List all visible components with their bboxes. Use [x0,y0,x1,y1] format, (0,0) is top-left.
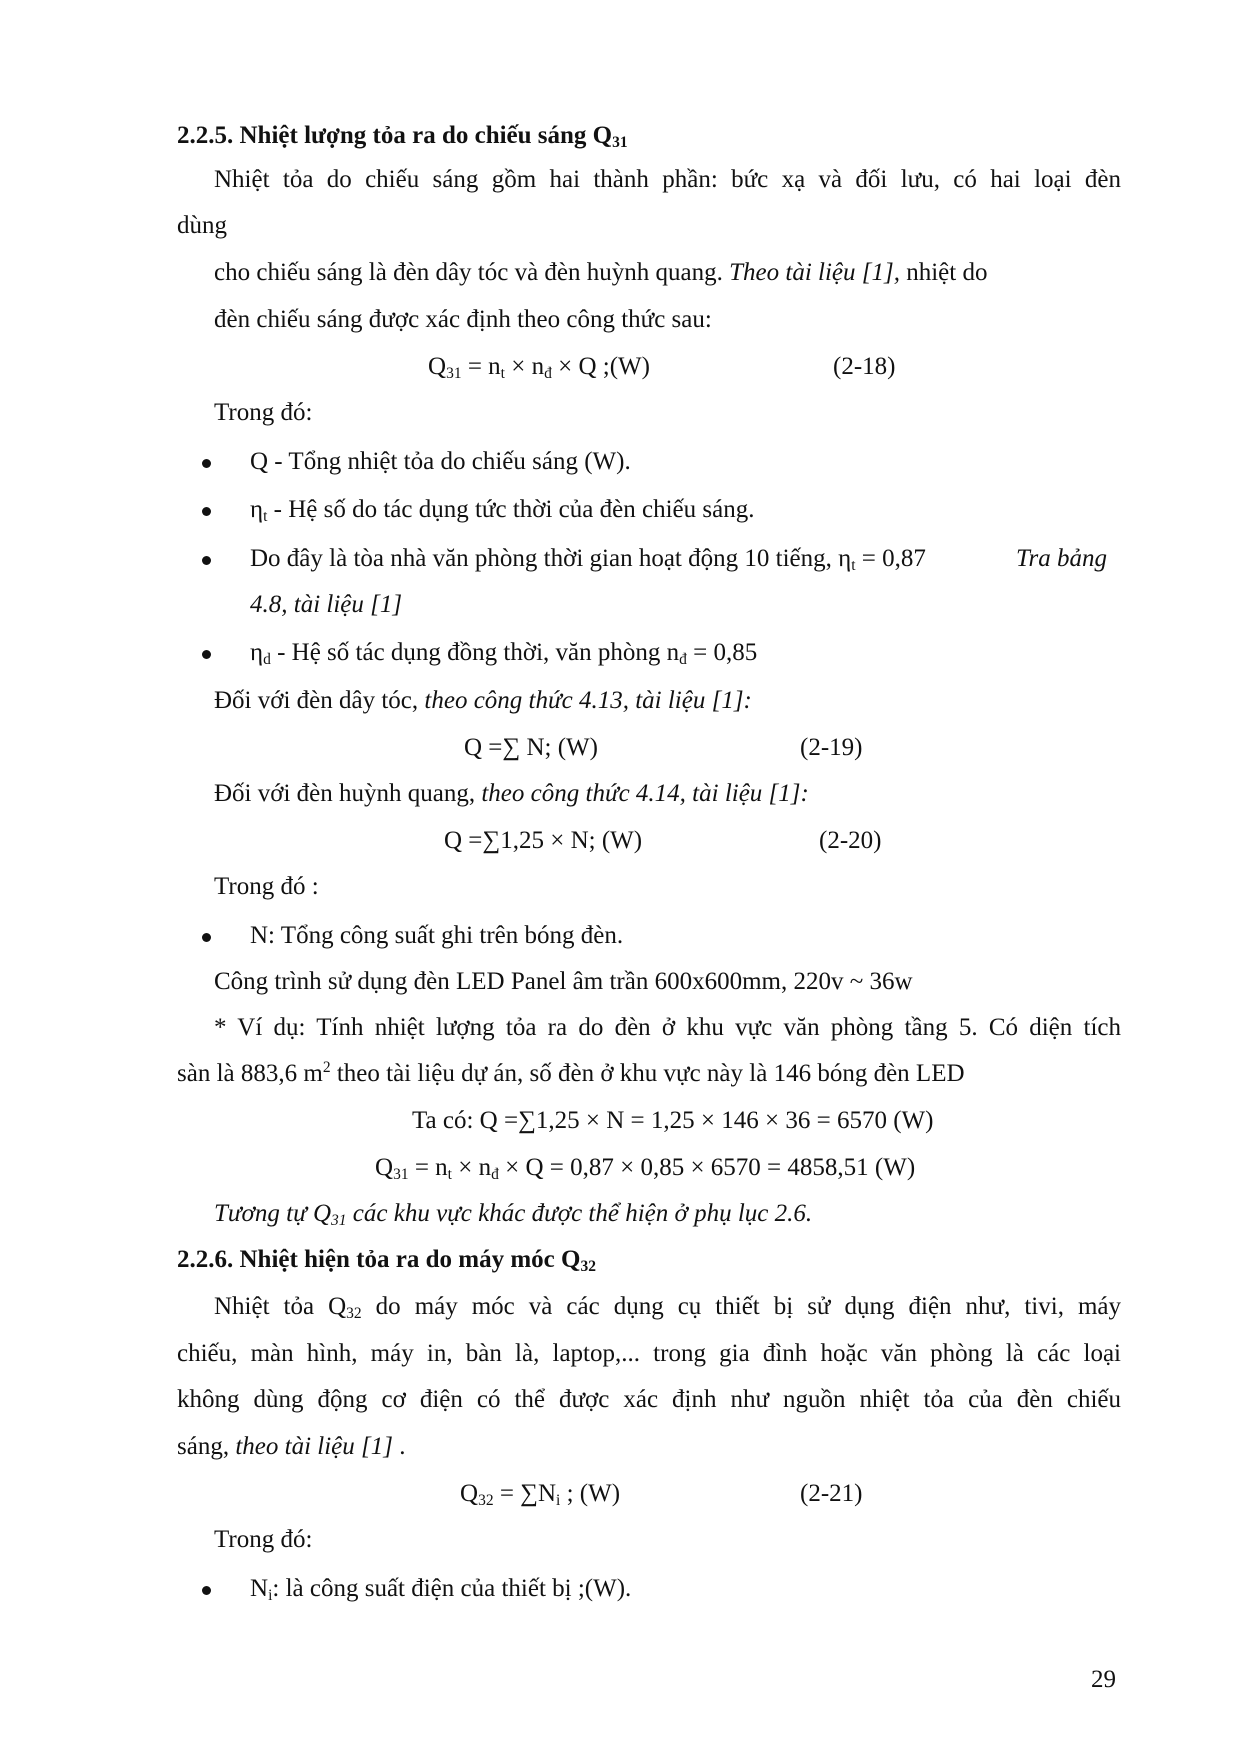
paragraph-line: cho chiếu sáng là đèn dây tóc và đèn huỳnh quang. Theo tài liệu [1], nhiệt do [214,259,988,286]
equation-2-20: Q =∑1,25 × N; (W) [444,827,643,854]
bullet-dot [202,933,211,942]
paragraph-line: sáng, theo tài liệu [1] . [177,1433,406,1460]
bullet-dot [202,650,211,659]
paragraph-line: chiếu, màn hình, máy in, bàn là, laptop,... trong gia đình hoặc văn phòng là các loại [177,1340,1121,1367]
paragraph-line: đèn chiếu sáng được xác định theo công thức sau: [214,306,712,333]
bullet-dot [202,459,211,468]
equation-2-21: $Q_{32} = \sum N_i$ ; (W) [460,1480,621,1509]
equation-2-18: $Q_{31} = n_t \times n_đ \times Q$ ;(W) [428,353,650,382]
calculation-line: Ta có: Q =∑1,25 × N = 1,25 × 146 × 36 = 6570 (W) [412,1107,934,1134]
bullet-item: $\eta_t$ - Hệ số do tác dụng tức thời của đèn chiếu sáng. [250,496,755,525]
bullet-item: Q - Tổng nhiệt tỏa do chiếu sáng (W). [250,448,631,475]
equation-number: (2-20) [819,827,882,854]
reference-citation: theo tài liệu [1] [229,1433,393,1460]
equation-number: (2-18) [833,353,896,380]
bullet-item: Do đây là tòa nhà văn phòng thời gian hoạt động 10 tiếng, $\eta_t = 0,87$ [250,545,926,574]
trong-do-label: Trong đó: [214,1526,313,1553]
trong-do-label: Trong đó: [214,399,313,426]
paragraph-line: không dùng động cơ điện có thể được xác định như nguồn nhiệt tỏa của đèn chiếu [177,1386,1121,1413]
trong-do-label: Trong đó : [214,873,319,900]
reference-citation: theo công thức 4.13, tài liệu [1]: [418,687,752,714]
calculation-line: $Q_{31} = n_t \times n_đ \times Q = 0,87 \times 0,85 \times 6570 = 4858,51$ (W) [375,1154,916,1183]
equation-2-19: Q =∑ N; (W) [464,734,598,761]
paragraph-line: Nhiệt tỏa $Q_{32}$ do máy móc và các dụng cụ thiết bị sử dụng điện như, tivi, máy [214,1293,1122,1322]
equation-number: (2-21) [800,1480,863,1507]
paragraph-line: Đối với đèn huỳnh quang, theo công thức 4.14, tài liệu [1]: [214,780,809,807]
paragraph-line: Công trình sử dụng đèn LED Panel âm trần 600x600mm, 220v ~ 36w [214,968,913,995]
example-line: sàn là 883,6 $m^2$ theo tài liệu dự án, số đèn ở khu vực này là 146 bóng đèn LED [177,1059,965,1087]
reference-citation: Theo tài liệu [1], [729,259,900,286]
reference-citation: 4.8, tài liệu [1] [250,591,403,618]
page-number: 29 [1091,1666,1116,1693]
reference-citation: Tra bảng [1016,545,1108,572]
bullet-dot [202,556,211,565]
paragraph-line: dùng [177,212,227,239]
bullet-item: $\eta_d$ - Hệ số tác dụng đồng thời, văn phòng $n_đ = 0,85$ [250,639,758,668]
section-heading-2-2-6: 2.2.6. Nhiệt hiện tỏa ra do máy móc $Q_{32}$ [177,1246,596,1275]
equation-number: (2-19) [800,734,863,761]
bullet-dot [202,1586,211,1595]
reference-citation: theo công thức 4.14, tài liệu [1]: [475,780,809,807]
bullet-dot [202,507,211,516]
paragraph-line: Nhiệt tỏa do chiếu sáng gồm hai thành phần: bức xạ và đối lưu, có hai loại đèn [214,166,1121,193]
example-line: * Ví dụ: Tính nhiệt lượng tỏa ra do đèn ở khu vực văn phòng tầng 5. Có diện tích [214,1014,1121,1041]
note-line: Tương tự $Q_{31}$ các khu vực khác được thể hiện ở phụ lục 2.6. [214,1200,813,1229]
section-heading-2-2-5: 2.2.5. Nhiệt lượng tỏa ra do chiếu sáng $Q_{31}$ [177,122,628,151]
bullet-item: N: Tổng công suất ghi trên bóng đèn. [250,922,624,949]
paragraph-line: Đối với đèn dây tóc, theo công thức 4.13, tài liệu [1]: [214,687,752,714]
bullet-item: $N_i$: là công suất điện của thiết bị ;(W). [250,1575,632,1604]
